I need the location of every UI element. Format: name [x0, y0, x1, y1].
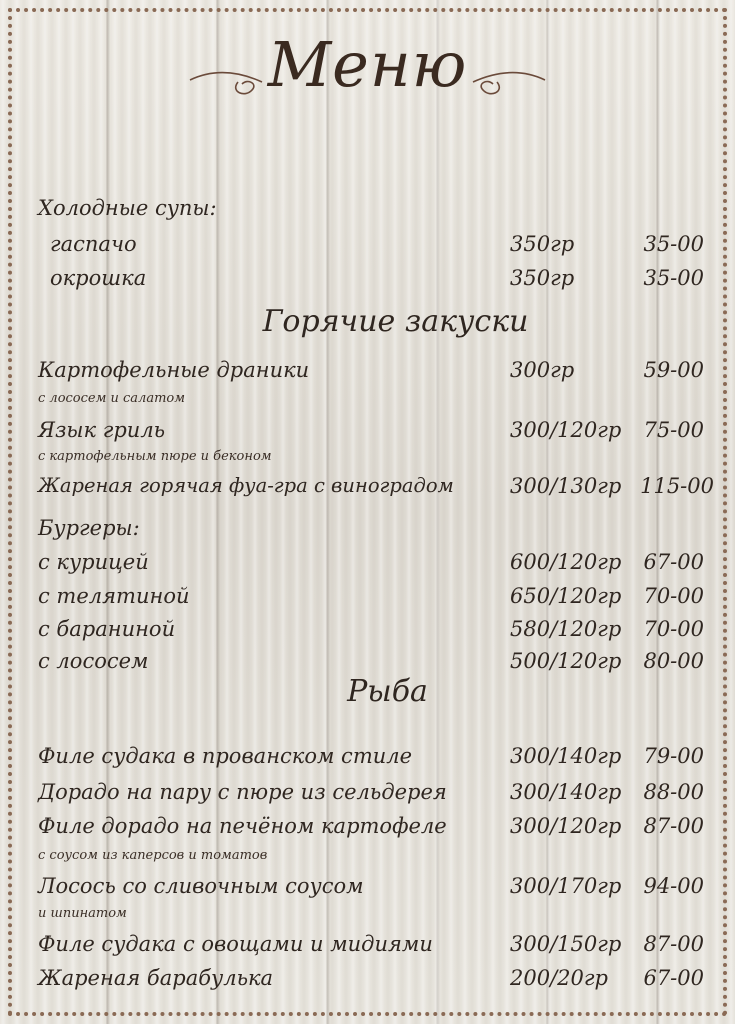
menu-item-name: Лосось со сливочным соусом: [38, 874, 364, 898]
dotted-border-frame: [8, 8, 727, 1016]
menu-item-weight: 300/140гр: [510, 744, 622, 768]
menu-item-note: с картофельным пюре и беконом: [38, 449, 272, 464]
menu-item-name: Филе судака в прованском стиле: [38, 744, 413, 768]
menu-item-name: с лососем: [38, 649, 149, 673]
menu-item-name: окрошка: [50, 266, 147, 290]
menu-item-weight: 650/120гр: [510, 584, 622, 608]
menu-item-weight: 300/120гр: [510, 418, 622, 442]
menu-item-name: гаспачо: [50, 232, 137, 256]
menu-item-price: 70-00: [643, 617, 704, 641]
menu-item-weight: 350гр: [510, 266, 575, 290]
menu-item-name: Жареная горячая фуа-гра с виноградом: [38, 474, 454, 497]
menu-item-price: 59-00: [643, 358, 704, 382]
menu-item-price: 35-00: [643, 232, 704, 256]
menu-item-price: 87-00: [643, 814, 704, 838]
menu-item-note: с соусом из каперсов и томатов: [38, 848, 268, 863]
page-title: Меню: [267, 28, 468, 101]
section-heading-cold-soups: Холодные супы:: [38, 196, 217, 220]
menu-item-name: с телятиной: [38, 584, 190, 608]
menu-item-price: 67-00: [643, 966, 704, 990]
menu-item-weight: 600/120гр: [510, 550, 622, 574]
menu-item-weight: 300/120гр: [510, 814, 622, 838]
menu-item-weight: 300/170гр: [510, 874, 622, 898]
menu-item-name: с бараниной: [38, 617, 176, 641]
menu-item-name: Картофельные драники: [38, 358, 310, 382]
menu-item-weight: 300/140гр: [510, 780, 622, 804]
menu-item-price: 79-00: [643, 744, 704, 768]
menu-item-price: 87-00: [643, 932, 704, 956]
menu-item-note: с лососем и салатом: [38, 391, 186, 406]
menu-item-name: Жареная барабулька: [38, 966, 274, 990]
menu-item-price: 35-00: [643, 266, 704, 290]
menu-item-weight: 500/120гр: [510, 649, 622, 673]
section-heading-fish: Рыба: [347, 674, 428, 709]
menu-item-price: 70-00: [643, 584, 704, 608]
menu-item-name: Дорадо на пару с пюре из сельдерея: [38, 780, 447, 804]
menu-item-price: 94-00: [643, 874, 704, 898]
section-heading-hot-snacks: Горячие закуски: [262, 304, 529, 339]
menu-item-price: 80-00: [643, 649, 704, 673]
menu-item-price: 67-00: [643, 550, 704, 574]
menu-item-weight: 300/130гр: [510, 474, 622, 498]
menu-item-name: Филе дорадо на печёном картофеле: [38, 814, 447, 838]
menu-item-name: Язык гриль: [38, 418, 166, 442]
menu-item-price: 115-00: [640, 474, 714, 498]
menu-item-price: 88-00: [643, 780, 704, 804]
menu-item-note: и шпинатом: [38, 906, 127, 921]
section-heading-burgers: Бургеры:: [38, 516, 140, 540]
menu-item-weight: 200/20гр: [510, 966, 608, 990]
menu-item-weight: 350гр: [510, 232, 575, 256]
menu-item-weight: 300гр: [510, 358, 575, 382]
menu-item-price: 75-00: [643, 418, 704, 442]
menu-item-name: Филе судака с овощами и мидиями: [38, 932, 433, 956]
menu-item-weight: 300/150гр: [510, 932, 622, 956]
menu-item-weight: 580/120гр: [510, 617, 622, 641]
menu-item-name: с курицей: [38, 550, 149, 574]
